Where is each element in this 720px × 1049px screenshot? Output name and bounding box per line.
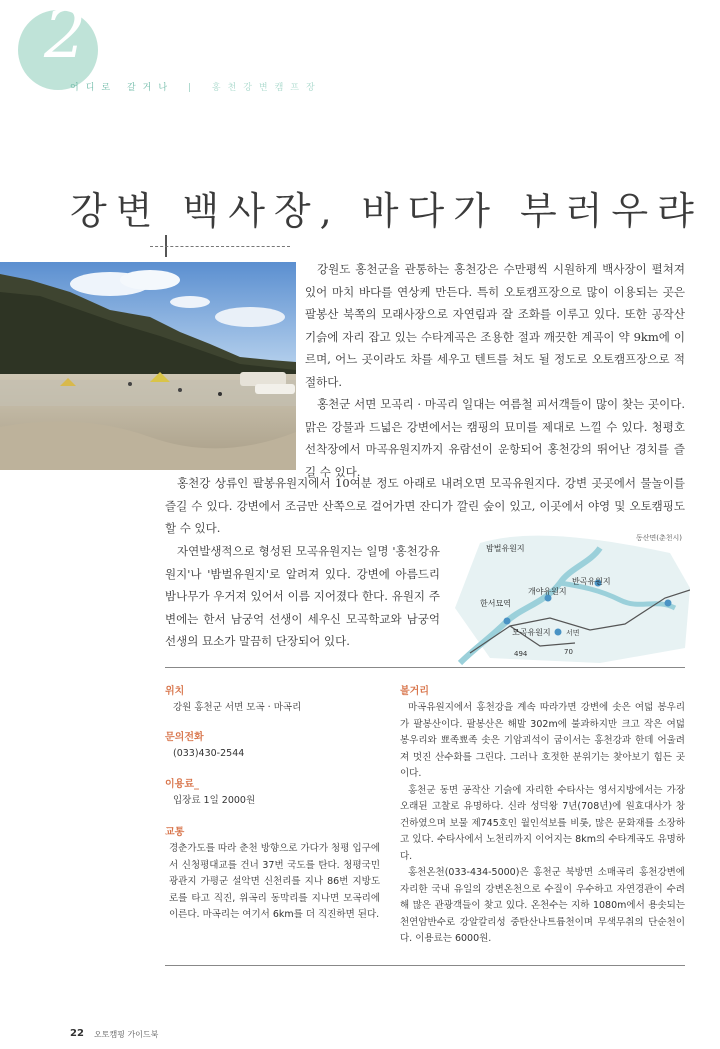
info-sights-body bbox=[400, 700, 685, 948]
resort-paragraph-text: 자연발생적으로 형성된 모곡유원지는 일명 '홍천강유원지'나 '밤벌유원지'로 알려져 있다. 강변에 아름드리 밤나무가 우거져 있어서 이름 지어졌다 한다. 유원지 주변에는 한서 남궁억 선생이 세우신 모곡학교와 남궁억 선생의 묘소가 말끔히 단장되어 있다. bbox=[165, 544, 440, 648]
resort-paragraph bbox=[165, 540, 440, 653]
marker-northeast bbox=[665, 600, 672, 607]
section-sub: 홍천강변캠프장 bbox=[211, 83, 322, 93]
map-label-road494: 494 bbox=[514, 650, 528, 658]
info-phone-heading: 문의전화 bbox=[165, 732, 204, 743]
info-location-heading: 위치 bbox=[165, 686, 185, 697]
mogok-paragraph-text: 홍천강 상류인 팔봉유원지에서 10여분 정도 아래로 내려오면 모곡유원지다. 강변 곳곳에서 물놀이를 즐길 수 있다. 강변에서 조금만 산쪽으로 걸어가면 잔디가 깔린 숲이 있고, 이곳에서 야영 및 오토캠핑도 할 수 있다. bbox=[165, 476, 685, 535]
info-fee bbox=[165, 775, 380, 810]
info-bottom-rule bbox=[165, 965, 685, 966]
info-location bbox=[165, 682, 380, 717]
map-label-hanseo: 한서묘역 bbox=[480, 599, 511, 608]
info-sights-paragraph: 홍천군 동면 공작산 기슭에 자리한 수타사는 영서지방에서는 가장 오래된 고찰로 유명하다. 신라 성덕왕 7년(708년)에 원효대사가 창건하였으며 보물 제745호인 월인석보를 비롯, 많은 문화재를 소장하고 있다. 수타사에서 노천리까지 이어지는 8km의 수타계곡도 유명하다. bbox=[400, 784, 685, 862]
section-divider: | bbox=[187, 83, 198, 93]
intro-paragraph: 홍천군 서면 모곡리 · 마곡리 일대는 여름철 피서객들이 많이 찾는 곳이다. 맑은 강물과 드넓은 강변에서는 캠핑의 묘미를 제대로 느낄 수 있다. 청평호 선착장에서 마곡유원지까지 유람선이 운항되어 홍천강의 뛰어난 경치를 즐길 수 있다. bbox=[305, 397, 685, 479]
info-sights-heading: 볼거리 bbox=[400, 686, 429, 697]
map-label-bambeol: 밤벌유원지 bbox=[486, 544, 525, 553]
map-label-northeast: 동산면(춘천시) bbox=[636, 534, 683, 542]
info-sights-paragraph: 홍천온천(033-434-5000)은 홍천군 북방면 소매곡리 홍천강변에 자리한 국내 유일의 강변온천으로 수질이 우수하고 자연경관이 수려해 많은 관광객들이 찾고 있다. 온천수는 지하 1080m에서 용솟되는 천연암반수로 강알칼리성 중탄산나트륨천이며 무색무취의 단순천이다. 이용료는 6000원. bbox=[400, 867, 685, 944]
map-label-mogok: 모곡유원지 bbox=[512, 628, 551, 637]
intro-paragraphs bbox=[305, 258, 685, 483]
section-main: 어디로 갈거나 bbox=[70, 83, 175, 93]
title-dashed-rule bbox=[150, 246, 290, 248]
info-sights-paragraph: 마곡유원지에서 홍천강을 계속 따라가면 강변에 솟은 여덟 봉우리가 팔봉산이다. 팔봉산은 해발 302m에 불과하지만 크고 작은 여덟 봉우리와 뾰족뾰족 솟은 기암괴석이 굽이서는 홍천강과 한데 어울려져 멋진 산수화를 그린다. 그러나 호젓한 분위기는 찾아보기 힘든 곳이다. bbox=[400, 702, 685, 779]
page-number: 22 bbox=[70, 1028, 84, 1039]
intro-paragraph: 강원도 홍천군을 관통하는 홍천강은 수만평씩 시원하게 백사장이 펼쳐져 있어 마치 바다를 연상케 만든다. 특히 오토캠프장으로 많이 이용되는 곳은 팔봉산 북쪽의 모래사장으로 자연림과 잘 조화를 이루고 있다. 또한 공작산 기슭에 자리 잡고 있는 수타계곡은 조용한 절과 깨끗한 계곡이 약 9km에 이르며, 어느 곳이라도 차를 세우고 텐트를 쳐도 될 정도로 오토캠프장으로 적절하다. bbox=[305, 262, 685, 389]
page-title: 강변 백사장, 바다가 부러우랴 bbox=[70, 189, 703, 233]
info-fee-text: 입장료 1일 2000원 bbox=[173, 795, 256, 806]
info-transport bbox=[165, 823, 380, 924]
info-top-rule bbox=[165, 667, 685, 668]
info-location-text: 강원 홍천군 서면 모곡 · 마곡리 bbox=[173, 702, 302, 713]
map-label-gaya: 개야유원지 bbox=[528, 587, 567, 596]
map-label-road70: 70 bbox=[564, 648, 573, 656]
marker-hanseo bbox=[504, 618, 511, 625]
map-label-bangok: 반곡유원지 bbox=[572, 577, 611, 586]
info-phone bbox=[165, 728, 380, 763]
chapter-number: 2 bbox=[44, 0, 86, 73]
info-sights bbox=[400, 682, 685, 948]
info-fee-heading: 이용료_ bbox=[165, 779, 199, 790]
marker-mogok bbox=[555, 629, 562, 636]
info-transport-text: 경춘가도를 따라 춘천 방향으로 가다가 청평 입구에서 신청평대교를 건너 37번 국도를 탄다. 청평국민광관지 가평군 설악면 신천리를 지나 86번 지방도로를 타고 직진, 위곡리 동막리를 지나면 모곡리에 이른다. 마곡리는 여기서 6km를 더 직진하면 된다. bbox=[169, 843, 380, 920]
area-map bbox=[450, 528, 690, 668]
book-title: 오토캠핑 가이드북 bbox=[94, 1030, 159, 1039]
info-transport-heading: 교통 bbox=[165, 827, 185, 838]
section-label bbox=[70, 80, 322, 93]
info-phone-text: (033)430-2544 bbox=[173, 748, 245, 759]
riverside-photo bbox=[0, 262, 296, 470]
map-label-seomyeon: 서면 bbox=[566, 629, 580, 637]
